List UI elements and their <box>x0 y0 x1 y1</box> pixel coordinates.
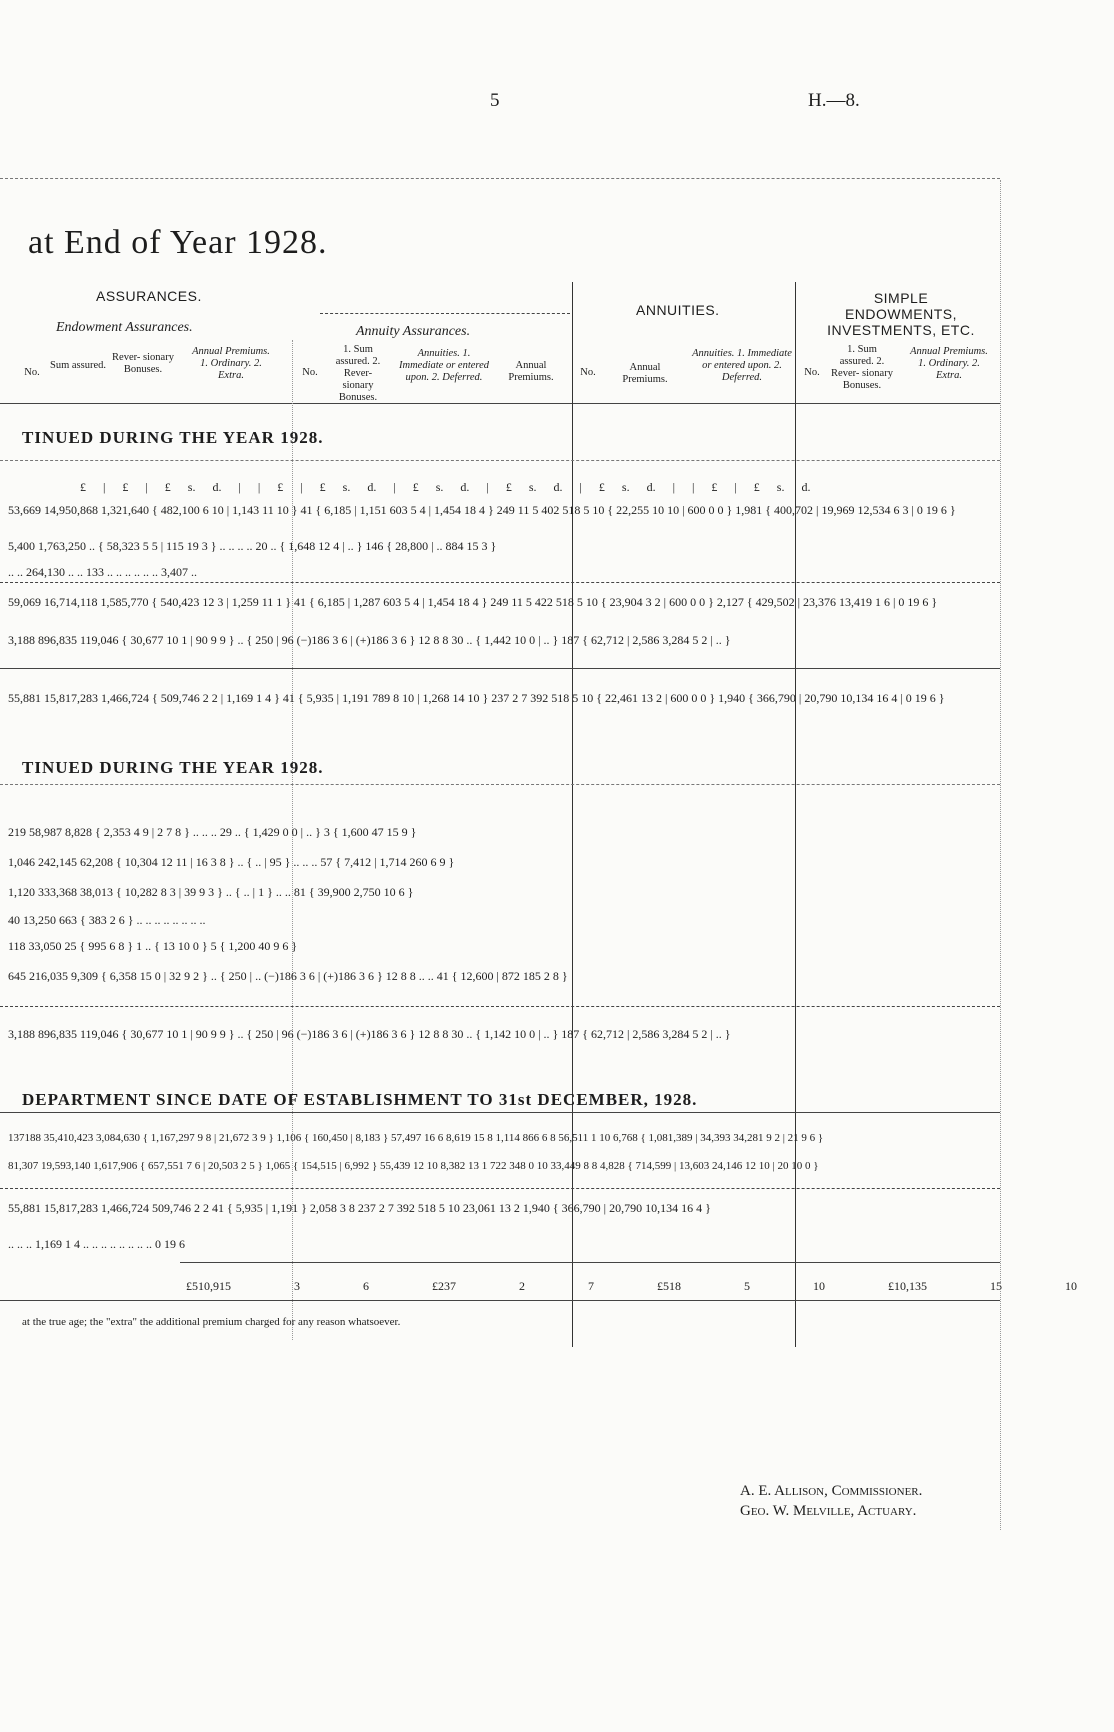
table1-subtotal-rule <box>0 582 1000 583</box>
col-annuities-annuities: Annuities. 1. Immediate or entered upon. 2. Deferred. <box>692 348 792 383</box>
table-bottom-rule <box>0 1300 1000 1301</box>
band-1-rule <box>0 460 1000 461</box>
page-number: 5 <box>490 90 500 111</box>
right-edge-rule <box>1000 180 1001 1530</box>
col-annuity-sum: 1. Sum assured. 2. Rever- sionary Bonuses. <box>335 344 381 403</box>
table2-row-4: 40 13,250 663 { 383 2 6 } .. .. .. .. .. .. .. .. <box>8 913 206 927</box>
simple-endowments-line-2: ENDOWMENTS, <box>844 306 958 322</box>
section-annuities: ANNUITIES. <box>636 302 720 318</box>
simple-endowments-line-3: INVESTMENTS, ETC. <box>827 322 975 338</box>
page-title: at End of Year 1928. <box>28 224 328 261</box>
col-endow-sum: Sum assured. <box>50 360 106 371</box>
section-endowment: Endowment Assurances. <box>56 320 193 335</box>
table3-row-4: .. .. .. 1,169 1 4 .. .. .. .. .. .. .. .. 0 19 6 <box>8 1237 185 1251</box>
col-endow-bonuses: Rever- sionary Bonuses. <box>112 352 174 375</box>
signature-commissioner: A. E. Allison, Commissioner. <box>740 1483 923 1499</box>
table3-row-2: 81,307 19,593,140 1,617,906 { 657,551 7 6 | 20,503 2 5 } 1,065 { 154,515 | 6,992 } 55,439 12 10 8,382 13 1 722 348 0 10 33,449 8 8 4,828 { 714,599 | 13,603 24,146 12 10 | 20 10 0 } <box>8 1160 819 1172</box>
simple-endowments-line-1: SIMPLE <box>873 290 929 306</box>
table3-row-1: 137188 35,410,423 3,084,630 { 1,167,297 9 8 | 21,672 3 9 } 1,106 { 160,450 | 8,183 } 57,497 16 6 8,619 15 8 1,114 866 6 8 56,511 1 10 6,768 { 1,081,389 | 34,393 34,281 9 2 | 21 9 6 } <box>8 1132 824 1144</box>
col-annuity-annuities: Annuities. 1. Immediate or entered upon. 2. Deferred. <box>399 348 489 383</box>
table1-row-2: 5,400 1,763,250 .. { 58,323 5 5 | 115 19 3 } .. .. .. .. 20 .. { 1,648 12 4 | .. } 146 { 28,800 | .. 884 15 3 } <box>8 539 497 553</box>
table1-row-5: 3,188 896,835 119,046 { 30,677 10 1 | 90 9 9 } .. { 250 | 96 (−)186 3 6 | (+)186 3 6 } 12 8 8 30 .. { 1,442 10 0 | .. } 187 { 62,712 | 2,586 3,284 5 2 | .. } <box>8 633 731 647</box>
table2-row-7: 3,188 896,835 119,046 { 30,677 10 1 | 90 9 9 } .. { 250 | 96 (−)186 3 6 | (+)186 3 6 } 12 8 8 30 .. { 1,142 10 0 | .. } 187 { 62,712 | 2,586 3,284 5 2 | .. } <box>8 1027 731 1041</box>
currency-row: £ | £ | £ s. d. | | £ | £ s. d. | £ s. d. | £ s. d. | £ s. d. | | £ | £ s. d. <box>80 480 811 494</box>
col-simple-sum: 1. Sum assured. 2. Rever- sionary Bonuses. <box>831 344 893 391</box>
header-bottom-rule <box>0 403 1000 404</box>
document-reference: H.—8. <box>808 90 860 111</box>
section-assurances: ASSURANCES. <box>96 288 202 304</box>
col-simple-no: No. <box>804 367 820 378</box>
table1-row-4: 59,069 16,714,118 1,585,770 { 540,423 12 3 | 1,259 11 1 } 41 { 6,185 | 1,287 603 5 4 | 1,454 18 4 } 249 11 5 422 518 5 10 { 23,904 3 2 | 600 0 0 } 2,127 { 429,502 | 23,376 13,419 1 6 | 0 19 6 } <box>8 595 938 609</box>
table2-row-2: 1,046 242,145 62,208 { 10,304 12 11 | 16 3 8 } .. { .. | 95 } .. .. .. 57 { 7,412 | 1,714 260 6 9 } <box>8 855 455 869</box>
section-annuity-assurances: Annuity Assurances. <box>356 324 471 339</box>
table2-row-3: 1,120 333,368 38,013 { 10,282 8 3 | 39 9 3 } .. { .. | 1 } .. .. 81 { 39,900 2,750 10 6 } <box>8 885 414 899</box>
col-endow-premiums: Annual Premiums. 1. Ordinary. 2. Extra. <box>192 346 270 381</box>
col-annuities-premiums: Annual Premiums. <box>622 362 668 385</box>
col-annuity-premiums: Annual Premiums. <box>508 360 554 383</box>
table2-row-1: 219 58,987 8,828 { 2,353 4 9 | 2 7 8 } .. .. .. 29 .. { 1,429 0 0 | .. } 3 { 1,600 47 15 9 } <box>8 825 417 839</box>
table3-sub-rule <box>0 1188 1000 1189</box>
footnote: at the true age; the "extra" the additional premium charged for any reason whatsoever. <box>22 1316 401 1328</box>
table2-row-5: 118 33,050 25 { 995 6 8 } 1 .. { 13 10 0 } 5 { 1,200 40 9 6 } <box>8 939 298 953</box>
rule-annuity <box>320 313 570 314</box>
table3-total-rule <box>180 1262 1000 1263</box>
band-1-title: TINUED DURING THE YEAR 1928. <box>22 428 324 447</box>
table1-row-3: .. .. 264,130 .. .. 133 .. .. .. .. .. .. 3,407 .. <box>8 565 197 579</box>
band-3-rule <box>0 1112 1000 1113</box>
table3-row-5: £510,915 3 6 £237 2 7 £518 5 10 £10,135 15 10 <box>186 1279 1077 1293</box>
header-rule <box>0 178 1000 179</box>
table1-total-rule <box>0 668 1000 669</box>
col-simple-premiums: Annual Premiums. 1. Ordinary. 2. Extra. <box>910 346 988 381</box>
table1-row-6: 55,881 15,817,283 1,466,724 { 509,746 2 2 | 1,169 1 4 } 41 { 5,935 | 1,191 789 8 10 | 1,268 14 10 } 237 2 7 392 518 5 10 { 22,461 13 2 | 600 0 0 } 1,940 { 366,790 | 20,790 10,134 16 4 | 0 19 6 } <box>8 691 945 705</box>
band-2-title: TINUED DURING THE YEAR 1928. <box>22 758 324 777</box>
table2-row-6: 645 216,035 9,309 { 6,358 15 0 | 32 9 2 } .. { 250 | .. (−)186 3 6 | (+)186 3 6 } 12 8 8 .. .. 41 { 12,600 | 872 185 2 8 } <box>8 969 568 983</box>
signature-actuary: Geo. W. Melville, Actuary. <box>740 1503 917 1519</box>
table2-total-rule <box>0 1006 1000 1007</box>
col-annuity-no: No. <box>302 367 318 378</box>
band-3-title: DEPARTMENT SINCE DATE OF ESTABLISHMENT TO 31st DECEMBER, 1928. <box>22 1090 698 1109</box>
table1-row-1: 53,669 14,950,868 1,321,640 { 482,100 6 10 | 1,143 11 10 } 41 { 6,185 | 1,151 603 5 4 | 1,454 18 4 } 249 11 5 402 518 5 10 { 22,255 10 10 | 600 0 0 } 1,981 { 400,702 | 19,969 12,534 6 3 | 0 19 6 } <box>8 503 956 517</box>
col-endow-no: No. <box>24 367 40 378</box>
section-simple-endowments <box>806 290 996 338</box>
table3-row-3: 55,881 15,817,283 1,466,724 509,746 2 2 41 { 5,935 | 1,191 } 2,058 3 8 237 2 7 392 518 5 10 23,061 13 2 1,940 { 366,790 | 20,790 10,134 16 4 } <box>8 1201 711 1215</box>
band-2-rule <box>0 784 1000 785</box>
col-annuities-no: No. <box>580 367 596 378</box>
